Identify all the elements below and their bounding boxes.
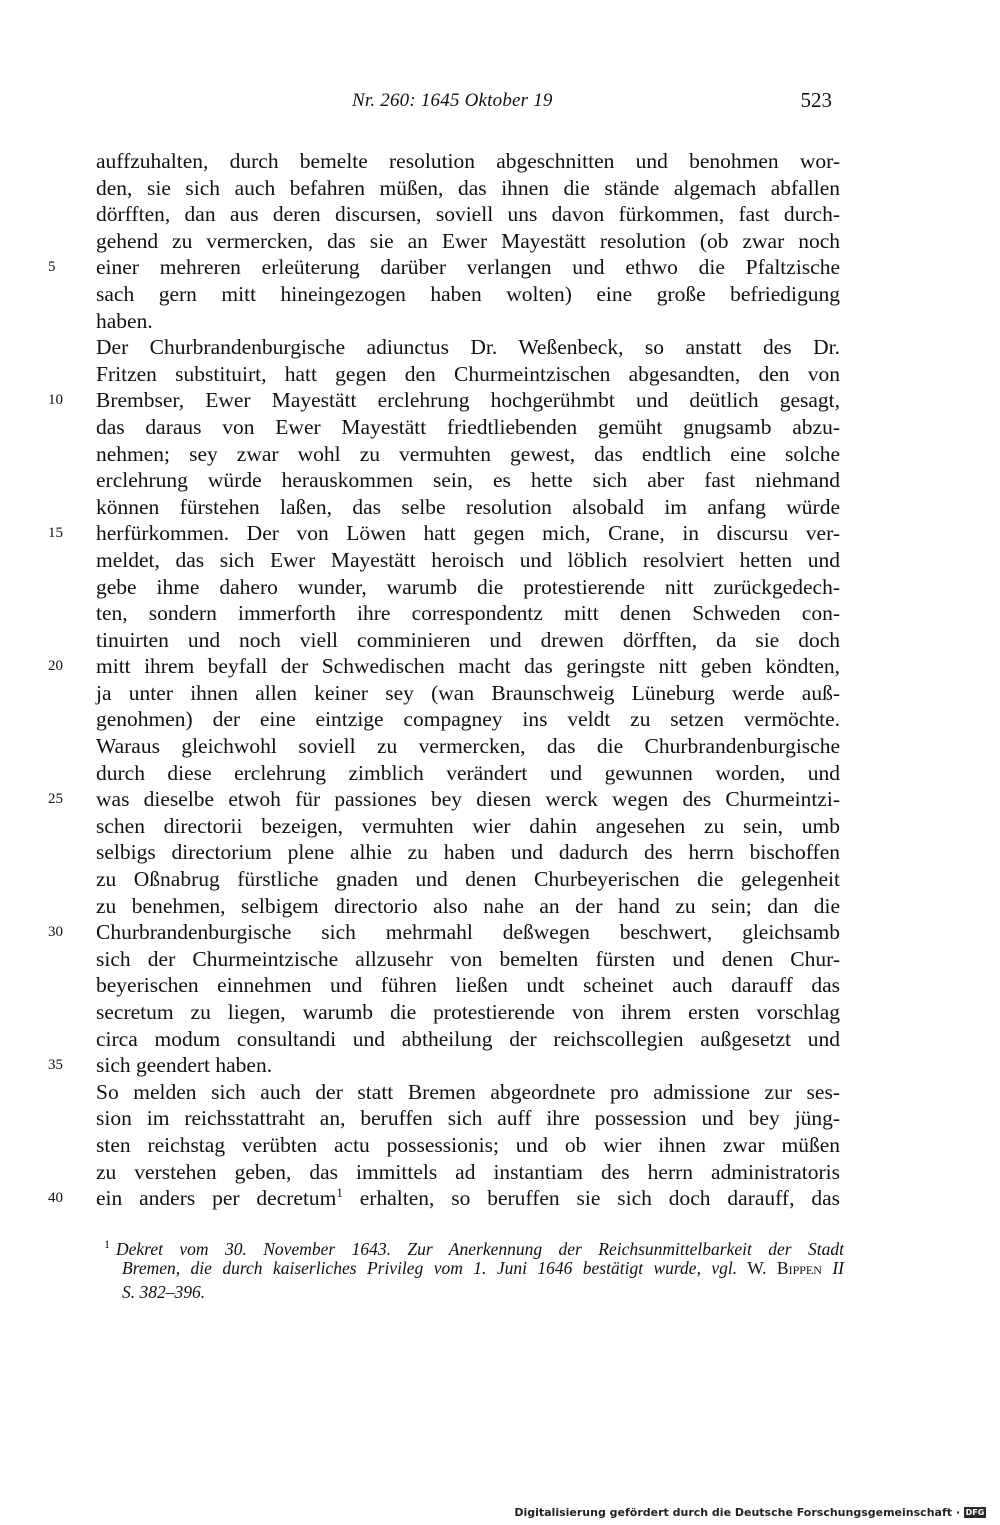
- dfg-logo-icon: DFG: [965, 1508, 985, 1517]
- text-line: [0, 1079, 1000, 1106]
- line-text: nehmen; sey zwar wohl zu vermuhten gewest, das endtlich eine solche: [96, 441, 840, 466]
- text-line: [0, 308, 1000, 335]
- text-line: [0, 228, 1000, 255]
- footnote-text: S. 382–396.: [122, 1282, 206, 1302]
- line-text: beyerischen einnehmen und führen ließen undt scheinet auch darauff das: [96, 973, 840, 998]
- line-text: herfürkommen. Der von Löwen hatt gegen mich, Crane, in discursu ver-: [96, 521, 840, 546]
- footnote-line: [104, 1256, 844, 1280]
- line-text: sach gern mitt hineingezogen haben wolten) eine große befriedigung: [96, 281, 840, 306]
- line-number: 10: [48, 392, 63, 409]
- text-line: [0, 919, 1000, 946]
- footnote-reference[interactable]: 1: [336, 1185, 343, 1200]
- line-text: circa modum consultandi und abtheilung der reichscollegien außgesetzt und: [96, 1026, 840, 1051]
- page-number: 523: [800, 88, 832, 112]
- text-line: [0, 574, 1000, 601]
- text-line: [0, 175, 1000, 202]
- line-text: durch diese erclehrung zimblich verändert und gewunnen worden, und: [96, 760, 840, 785]
- line-number: 15: [48, 525, 63, 542]
- text-line: [0, 1185, 1000, 1212]
- text-line: [0, 520, 1000, 547]
- line-text: Churbrandenburgische sich mehrmahl deßwegen beschwert, gleichsamb: [96, 920, 840, 945]
- text-line: [0, 467, 1000, 494]
- line-text: den, sie sich auch befahren müßen, das ihnen die stände algemach abfallen: [96, 175, 840, 200]
- text-line: [0, 627, 1000, 654]
- line-text: gehend zu vermercken, das sie an Ewer Mayestätt resolution (ob zwar noch: [96, 228, 840, 253]
- line-text: zu benehmen, selbigem directorio also nahe an der hand zu sein; dan die: [96, 893, 840, 918]
- text-line: [0, 653, 1000, 680]
- line-text: Der Churbrandenburgische adiunctus Dr. Weßenbeck, so anstatt des Dr.: [96, 335, 840, 360]
- credit-text: Digitalisierung gefördert durch die Deutsche Forschungsgemeinschaft ·: [514, 1506, 960, 1519]
- digitization-credit: [514, 1506, 986, 1519]
- line-text-part: erhalten, so beruffen sie sich doch darauff, das: [342, 1186, 840, 1211]
- text-line: [0, 441, 1000, 468]
- text-line: [0, 361, 1000, 388]
- text-line: [0, 1052, 1000, 1079]
- text-line: [0, 1105, 1000, 1132]
- text-line: [0, 946, 1000, 973]
- line-text: auffzuhalten, durch bemelte resolution abgeschnitten und benohmen wor-: [96, 149, 840, 173]
- text-line: [0, 387, 1000, 414]
- line-text: schen directorii bezeigen, vermuhten wier dahin angesehen zu sein, umb: [96, 813, 840, 838]
- text-line: [0, 1026, 1000, 1053]
- line-text: meldet, das sich Ewer Mayestätt heroisch und löblich resolviert hetten und: [96, 547, 840, 572]
- line-text: [96, 1185, 840, 1212]
- line-text: haben.: [96, 308, 153, 333]
- line-text: sich der Churmeintzische allzusehr von bemelten fürsten und denen Chur-: [96, 946, 840, 971]
- footnote-marker: 1: [104, 1237, 110, 1251]
- text-line: [0, 893, 1000, 920]
- line-number: 30: [48, 924, 63, 941]
- line-text: erclehrung würde herauskommen sein, es hette sich aber fast niehmand: [96, 468, 840, 493]
- running-head: Nr. 260: 1645 Oktober 19: [352, 90, 553, 111]
- text-line: [0, 414, 1000, 441]
- footnote-volume: II: [821, 1258, 844, 1278]
- line-text: Fritzen substituirt, hatt gegen den Churmeintzischen abgesandten, den von: [96, 361, 840, 386]
- line-text: sich geendert haben.: [96, 1053, 273, 1078]
- line-number: 40: [48, 1190, 63, 1207]
- line-text: So melden sich auch der statt Bremen abgeordnete pro admissione zur ses-: [96, 1079, 840, 1104]
- footnote-text: Dekret vom 30. November 1643. Zur Anerkennung der Reichsunmittelbarkeit der Stadt: [116, 1238, 844, 1259]
- footnote-text: Bremen, die durch kaiserliches Privileg vom 1. Juni 1646 bestätigt wurde, vgl.: [122, 1258, 738, 1278]
- line-text: Brembser, Ewer Mayestätt erclehrung hochgerühmbt und deütlich gesagt,: [96, 388, 840, 413]
- text-line: [0, 600, 1000, 627]
- text-line: [0, 547, 1000, 574]
- text-line: [0, 148, 1000, 175]
- text-line: [0, 733, 1000, 760]
- line-text: einer mehreren erleüterung darüber verlangen und ethwo die Pfaltzische: [96, 255, 840, 280]
- text-line: [0, 334, 1000, 361]
- line-text: mitt ihrem beyfall der Schwedischen macht das geringste nitt geben köndten,: [96, 654, 840, 679]
- line-text: ja unter ihnen allen keiner sey (wan Braunschweig Lüneburg werde auß-: [96, 680, 840, 705]
- line-text: was dieselbe etwoh für passiones bey diesen werck wegen des Churmeintzi-: [96, 787, 840, 812]
- text-line: [0, 254, 1000, 281]
- page-header: [0, 90, 1000, 122]
- line-text: zu verstehen geben, das immittels ad instantiam des herrn administratoris: [96, 1159, 840, 1184]
- text-line: [0, 281, 1000, 308]
- text-line: [0, 1159, 1000, 1186]
- text-line: [0, 786, 1000, 813]
- text-line: [0, 1132, 1000, 1159]
- line-text: ten, sondern immerforth ihre correspondentz mitt denen Schweden con-: [96, 601, 840, 626]
- line-text: Waraus gleichwohl soviell zu vermercken, das die Churbrandenburgische: [96, 734, 840, 759]
- line-number: 5: [48, 259, 56, 276]
- footnote-author: W. Bippen: [737, 1258, 822, 1278]
- text-line: [0, 706, 1000, 733]
- line-text: selbigs directorium plene alhie zu haben und dadurch des herrn bischoffen: [96, 840, 840, 865]
- line-text: das daraus von Ewer Mayestätt friedtliebenden gemüht gnugsamb abzu-: [96, 414, 840, 439]
- text-line: [0, 813, 1000, 840]
- text-line: [0, 201, 1000, 228]
- line-text: sion im reichsstattraht an, beruffen sich auff ihre possession und bey jüng-: [96, 1106, 840, 1131]
- line-number: 25: [48, 791, 63, 808]
- line-text-part: ein anders per decretum: [96, 1186, 337, 1211]
- footnote-line: [104, 1280, 844, 1304]
- text-line: [0, 999, 1000, 1026]
- line-text: genohmen) der eine eintzige compagney ins veldt zu setzen vermöchte.: [96, 707, 840, 732]
- text-line: [0, 494, 1000, 521]
- line-text: tinuirten und noch viell comminieren und drewen dörfften, da sie doch: [96, 627, 840, 652]
- body-text: [0, 148, 1000, 1212]
- line-number: 35: [48, 1057, 63, 1074]
- text-line: [0, 760, 1000, 787]
- line-text: gebe ihme dahero wunder, warumb die protestierende nitt zurückgedech-: [96, 574, 840, 599]
- line-text: secretum zu liegen, warumb die protestierende von ihrem ersten vorschlag: [96, 1000, 840, 1024]
- text-line: [0, 972, 1000, 999]
- line-text: können fürstehen laßen, das selbe resolution alsobald im anfang würde: [96, 494, 840, 519]
- text-line: [0, 839, 1000, 866]
- line-number: 20: [48, 658, 63, 675]
- footnotes: [104, 1232, 844, 1304]
- line-text: sten reichstag verübten actu possessionis; und ob wier ihnen zwar müßen: [96, 1132, 840, 1157]
- line-text: zu Oßnabrug fürstliche gnaden und denen Churbeyerischen die gelegenheit: [96, 867, 840, 892]
- text-line: [0, 680, 1000, 707]
- line-text: dörfften, dan aus deren discursen, soviell uns davon fürkommen, fast durch-: [96, 202, 840, 227]
- text-line: [0, 866, 1000, 893]
- footnote-line: [104, 1232, 844, 1259]
